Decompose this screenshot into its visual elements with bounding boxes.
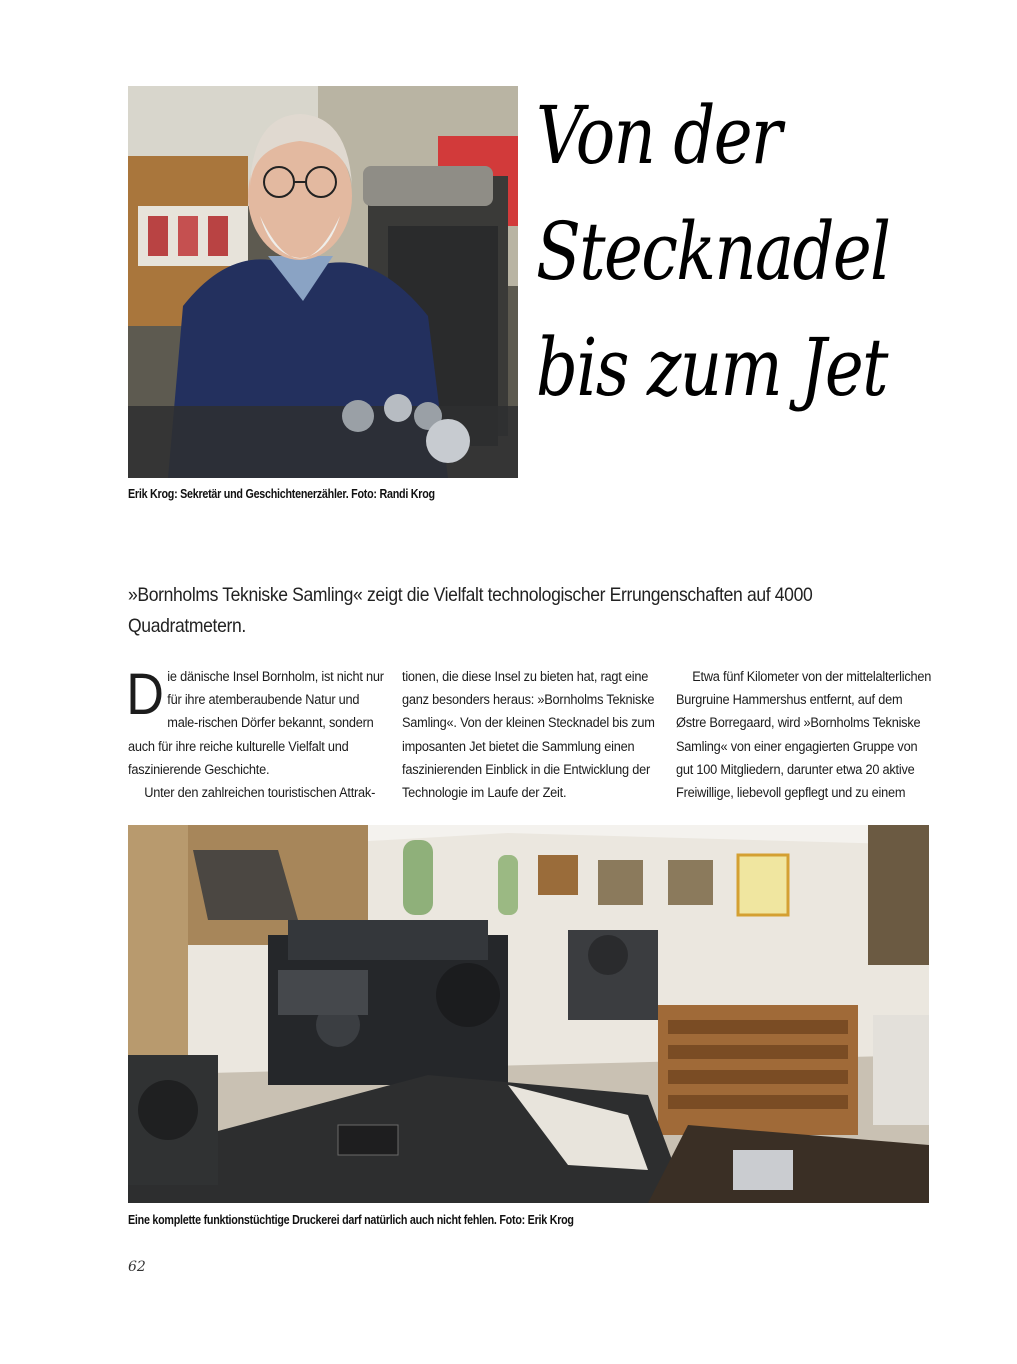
body-column-2 (402, 666, 662, 805)
drop-cap: D (126, 662, 164, 727)
portrait-photo (128, 86, 518, 478)
col2-paragraph-1: tionen, die diese Insel zu bieten hat, ragt eine ganz besonders heraus: »Bornholms Tekniske Samling«. Von der kleinen Stecknadel bis zum imposanten Jet bietet die Sammlung einen faszinierenden Einblick in die Entwicklung der Technologie im Laufe der Zeit. (402, 669, 655, 802)
article-title (536, 78, 1006, 426)
body-column-3 (676, 666, 936, 805)
workshop-caption: Eine komplette funktionstüchtige Druckerei darf natürlich auch nicht fehlen. Foto: Erik Krog (128, 1213, 574, 1227)
col3-paragraph-1: Etwa fünf Kilometer von der mittelalterlichen Burgruine Hammershus entfernt, auf dem Østre Borregaard, wird »Bornholms Tekniske Samling« von einer engagierten Gruppe von gut 100 Mitgliedern, darunter etwa 20 aktive Freiwillige, liebevoll gepflegt und zu einem (676, 669, 932, 802)
body-column-1 (126, 662, 388, 805)
lead-paragraph: »Bornholms Tekniske Samling« zeigt die Vielfalt technologischer Errungenschaften auf 4000 Quadratmetern. (128, 584, 813, 637)
col1-paragraph-2: Unter den zahlreichen touristischen Attrak- (144, 785, 376, 802)
portrait-caption: Erik Krog: Sekretär und Geschichtenerzähler. Foto: Randi Krog (128, 487, 435, 501)
workshop-photo (128, 825, 929, 1203)
title-line-1: Von der (536, 89, 781, 182)
col1-paragraph-1: ie dänische Insel Bornholm, ist nicht nur für ihre atemberaubende Natur und male-rischen Dörfer bekannt, sondern auch für ihre reiche kulturelle Vielfalt und faszinierende Geschichte. (128, 669, 384, 778)
title-line-2: Stecknadel (536, 205, 890, 298)
title-line-3: bis zum Jet (536, 321, 887, 414)
page-number: 62 (128, 1259, 146, 1275)
